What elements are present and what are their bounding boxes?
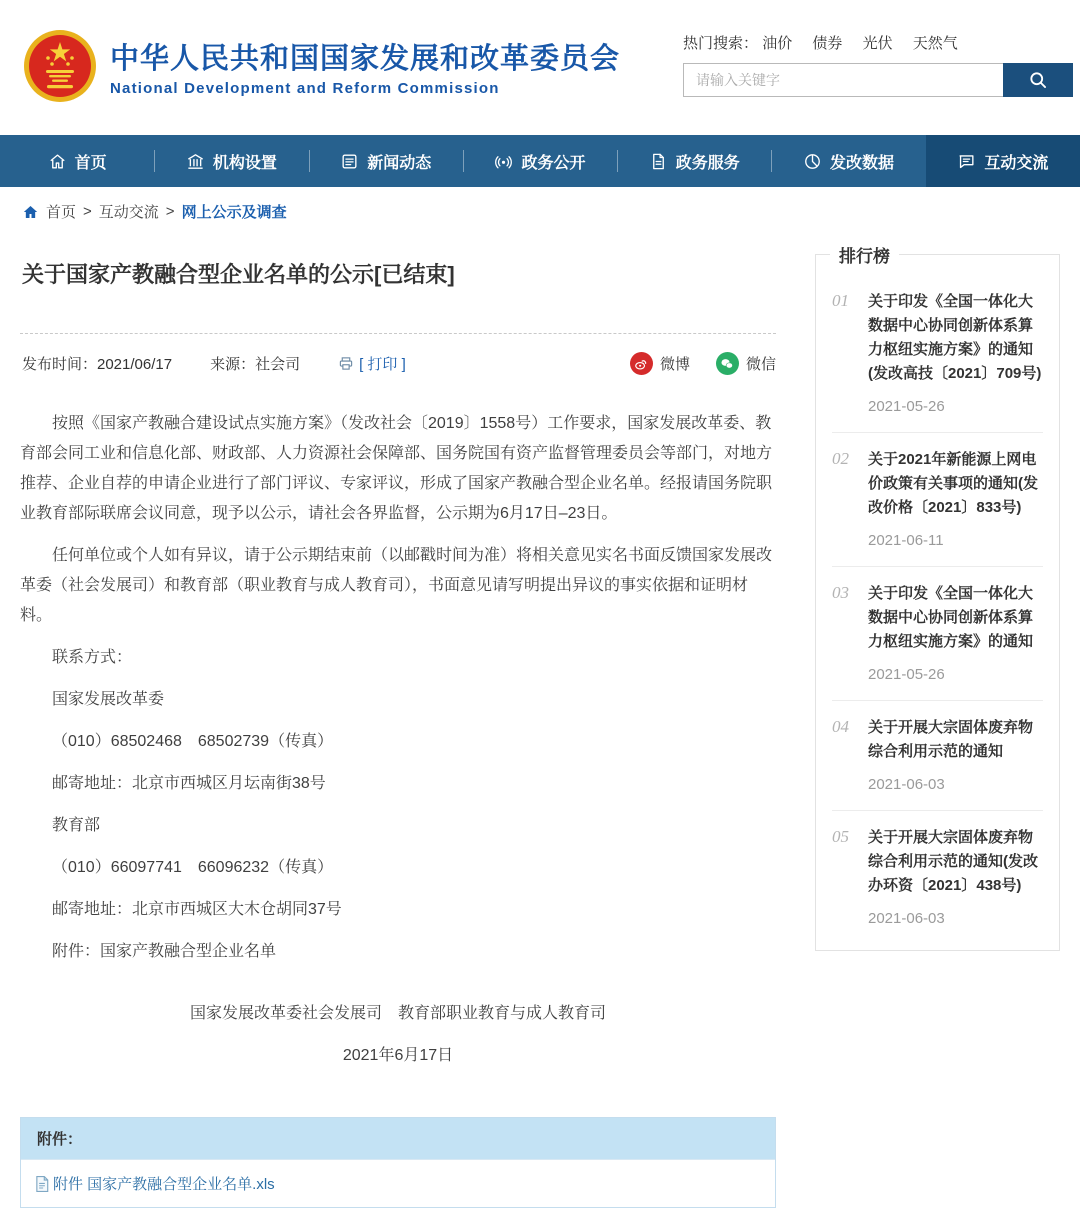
signature-line: 国家发展改革委社会发展司 教育部职业教育与成人教育司 bbox=[189, 1005, 606, 1022]
ranking-date: 2021-06-03 bbox=[868, 910, 945, 927]
breadcrumb-interaction[interactable]: 互动交流 bbox=[98, 204, 159, 221]
rank-number: 04 bbox=[832, 717, 849, 736]
hot-search-term-gas[interactable]: 天然气 bbox=[912, 35, 958, 52]
paragraph: 任何单位或个人如有异议，请于公示期结束前（以邮戳时间为准）将相关意见实名书面反馈国家发展改革委（社会发展司）和教育部（职业教育与成人教育司），书面意见请写明提出异议的事实依据和证明材料。 bbox=[20, 547, 773, 624]
nav-label: 发改数据 bbox=[830, 154, 895, 172]
nav-item-news[interactable] bbox=[309, 135, 463, 187]
breadcrumb-home[interactable]: 首页 bbox=[46, 204, 77, 221]
ranking-link[interactable]: 关于印发《全国一体化大数据中心协同创新体系算力枢纽实施方案》的通知 bbox=[868, 585, 1034, 650]
article-source: 来源：社会司 bbox=[210, 356, 301, 373]
site-title-en: National Development and Reform Commission bbox=[110, 79, 500, 97]
rank-number: 03 bbox=[832, 583, 849, 602]
print-label: [ 打印 ] bbox=[359, 356, 406, 373]
ranking-panel bbox=[815, 247, 1060, 951]
nav-label: 政务服务 bbox=[675, 154, 740, 172]
list-item bbox=[832, 275, 1043, 433]
list-item bbox=[832, 811, 1043, 944]
home-icon bbox=[48, 152, 67, 171]
weibo-icon bbox=[630, 352, 653, 375]
wechat-icon bbox=[716, 352, 739, 375]
ranking-date: 2021-05-26 bbox=[868, 398, 945, 415]
attachment-file-name: 附件 国家产教融合型企业名单.xls bbox=[53, 1176, 275, 1193]
ranking-title: 排行榜 bbox=[830, 242, 899, 267]
national-emblem-logo bbox=[22, 28, 98, 104]
broadcast-icon bbox=[494, 152, 513, 171]
list-item bbox=[832, 433, 1043, 567]
search-icon bbox=[1028, 70, 1048, 90]
nav-item-gov-services[interactable] bbox=[617, 135, 771, 187]
share-wechat-button[interactable] bbox=[716, 352, 776, 375]
hot-search-term-oil[interactable]: 油价 bbox=[762, 35, 793, 52]
paragraph: 按照《国家产教融合建设试点实施方案》（发改社会〔2019〕1558号）工作要求，国家发展改革委、教育部会同工业和信息化部、财政部、人力资源社会保障部、国务院国有资产监督管理委员会等部门，对地方推荐、企业自荐的申请企业进行了部门评议、专家评议，形成了国家产教融合型企业名单。经报请国务院职业教育部际联席会议同意，现予以公示，请社会各界监督，公示期为6月17日–23日。 bbox=[20, 415, 773, 522]
main-navigation bbox=[0, 135, 1080, 187]
list-item bbox=[832, 701, 1043, 811]
hot-search-label: 热门搜索： bbox=[683, 35, 759, 52]
hot-search-term-pv[interactable]: 光伏 bbox=[862, 35, 893, 52]
home-icon bbox=[22, 204, 39, 220]
nav-label: 首页 bbox=[74, 154, 107, 172]
attachment-download-link[interactable] bbox=[35, 1173, 275, 1194]
nav-item-gov-disclosure[interactable] bbox=[463, 135, 617, 187]
date-line: 2021年6月17日 bbox=[342, 1047, 454, 1064]
article-body bbox=[20, 409, 776, 1071]
wechat-label: 微信 bbox=[745, 356, 776, 373]
breadcrumb-separator: > bbox=[165, 203, 175, 220]
printer-icon bbox=[338, 356, 354, 371]
contact-line: 教育部 bbox=[52, 817, 101, 834]
article-meta bbox=[20, 334, 776, 385]
print-button[interactable] bbox=[338, 353, 406, 374]
ranking-link[interactable]: 关于开展大宗固体废弃物综合利用示范的通知(发改办环资〔2021〕438号) bbox=[868, 829, 1038, 894]
attachment-header: 附件： bbox=[21, 1118, 775, 1159]
nav-label: 机构设置 bbox=[212, 154, 277, 172]
contact-line: （010）66097741 66096232（传真） bbox=[52, 859, 334, 876]
site-header bbox=[0, 0, 1080, 135]
contact-line: 联系方式： bbox=[52, 649, 133, 666]
article-main bbox=[20, 232, 776, 1208]
ranking-date: 2021-06-11 bbox=[868, 532, 944, 549]
rank-number: 05 bbox=[832, 827, 849, 846]
hot-search-bar bbox=[683, 32, 1073, 53]
nav-item-ndrc-data[interactable] bbox=[771, 135, 925, 187]
nav-label: 政务公开 bbox=[521, 154, 586, 172]
weibo-label: 微博 bbox=[659, 356, 690, 373]
attachment-row bbox=[21, 1159, 775, 1207]
site-title-cn: 中华人民共和国国家发展和改革委员会 bbox=[110, 42, 621, 75]
ranking-link[interactable]: 关于开展大宗固体废弃物综合利用示范的通知 bbox=[868, 719, 1034, 760]
institution-icon bbox=[186, 152, 205, 171]
nav-item-home[interactable] bbox=[0, 135, 154, 187]
search-input[interactable] bbox=[683, 63, 1003, 97]
file-icon bbox=[35, 1176, 49, 1192]
nav-item-organization[interactable] bbox=[154, 135, 308, 187]
ranking-date: 2021-05-26 bbox=[868, 666, 945, 683]
share-weibo-button[interactable] bbox=[630, 352, 690, 375]
attachment-box bbox=[20, 1117, 776, 1208]
ranking-link[interactable]: 关于印发《全国一体化大数据中心协同创新体系算力枢纽实施方案》的通知(发改高技〔2021〕709号) bbox=[868, 293, 1042, 382]
contact-line: 邮寄地址：北京市西城区月坛南街38号 bbox=[52, 775, 326, 792]
contact-line: 国家发展改革委 bbox=[52, 691, 165, 708]
publish-time: 发布时间：2021/06/17 bbox=[22, 356, 173, 373]
contact-line: （010）68502468 68502739（传真） bbox=[52, 733, 334, 750]
rank-number: 01 bbox=[832, 291, 849, 310]
pie-chart-icon bbox=[803, 152, 822, 171]
chat-icon bbox=[957, 152, 976, 171]
contact-line: 附件：国家产教融合型企业名单 bbox=[52, 943, 277, 960]
site-branding bbox=[22, 28, 620, 104]
contact-line: 邮寄地址：北京市西城区大木仓胡同37号 bbox=[52, 901, 342, 918]
page-title: 关于国家产教融合型企业名单的公示[已结束] bbox=[22, 262, 455, 287]
ranking-link[interactable]: 关于2021年新能源上网电价政策有关事项的通知(发改价格〔2021〕833号) bbox=[868, 451, 1038, 516]
nav-label: 新闻动态 bbox=[367, 154, 432, 172]
nav-item-interaction[interactable] bbox=[926, 135, 1080, 187]
search-button[interactable] bbox=[1003, 63, 1073, 97]
sidebar bbox=[815, 232, 1060, 951]
breadcrumb bbox=[0, 187, 1080, 232]
document-icon bbox=[649, 152, 668, 171]
list-item bbox=[832, 567, 1043, 701]
ranking-date: 2021-06-03 bbox=[868, 776, 945, 793]
breadcrumb-current[interactable]: 网上公示及调查 bbox=[181, 204, 287, 221]
nav-label: 互动交流 bbox=[984, 154, 1049, 172]
news-icon bbox=[340, 152, 359, 171]
hot-search-term-bond[interactable]: 债券 bbox=[812, 35, 843, 52]
breadcrumb-separator: > bbox=[83, 203, 92, 220]
rank-number: 02 bbox=[832, 449, 849, 468]
